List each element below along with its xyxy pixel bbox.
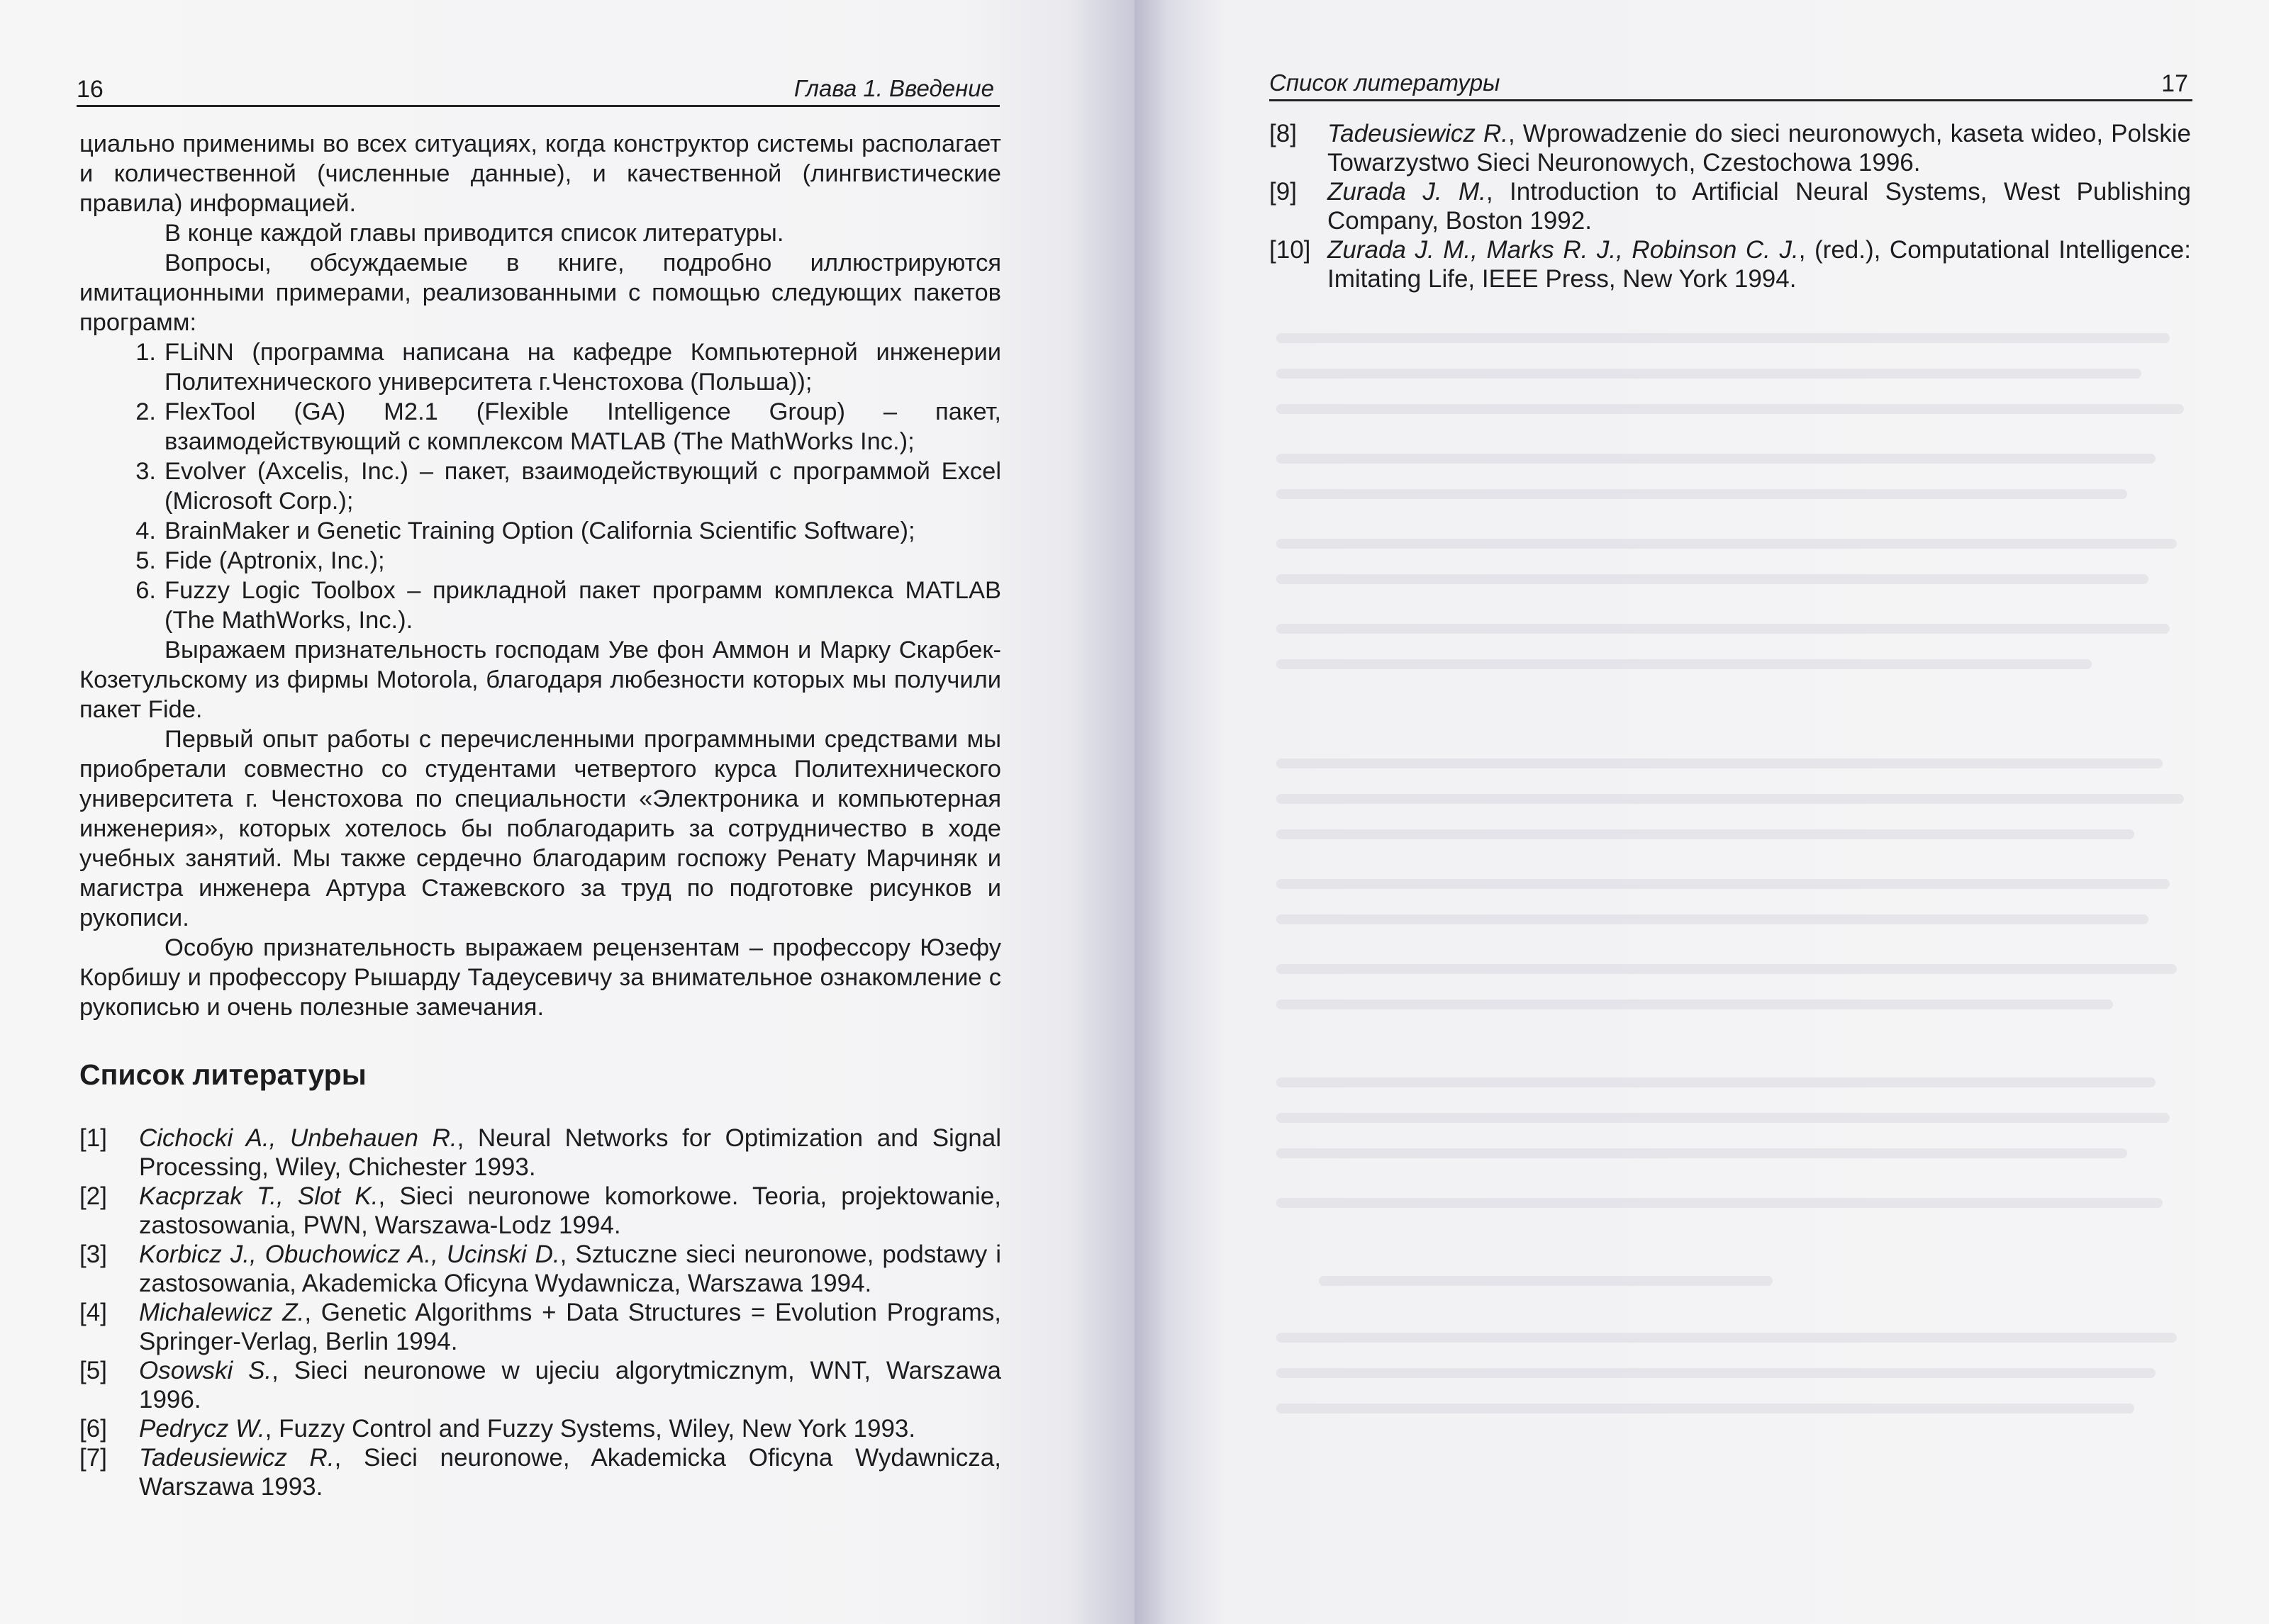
list-text: BrainMaker и Genetic Training Option (California Scientific Software); xyxy=(165,517,915,544)
paragraph: циально применимы во всех ситуациях, когда конструктор системы располагает и количественной (численные данные), и качественной (лингвистические правила) информацией. xyxy=(79,130,1001,217)
reference-details: , Sztuczne sieci neuronowe, podstawy i zastosowania, Akademicka Oficyna Wydawnicza, Warszawa 1994. xyxy=(139,1241,1001,1297)
page-number: 16 xyxy=(77,76,104,103)
reference-details: , (red.), Computational Intelligence: Imitating Life, IEEE Press, New York 1994. xyxy=(1327,236,2191,293)
intro-text xyxy=(79,129,1001,1022)
reference-item xyxy=(79,1298,1001,1356)
reference-number: [6] xyxy=(79,1415,107,1443)
list-text: FlexTool (GA) M2.1 (Flexible Intelligence Group) – пакет, взаимодействующий с комплексом MATLAB (The MathWorks Inc.); xyxy=(165,398,1001,455)
reference-number: [8] xyxy=(1269,120,1297,147)
list-number: 5. xyxy=(135,547,156,574)
reference-number: [10] xyxy=(1269,236,1311,264)
reference-details: , Introduction to Artificial Neural Systems, West Publishing Company, Boston 1992. xyxy=(1327,178,2191,235)
reference-authors: Michalewicz Z. xyxy=(139,1299,305,1326)
list-number: 1. xyxy=(135,339,156,366)
running-head: Список литературы xyxy=(1269,69,1500,96)
paragraph: Особую признательность выражаем рецензентам – профессору Юзефу Корбишу и профессору Рышарду Тадеусевичу за внимательное ознакомление с рукописью и очень полезные замечания. xyxy=(79,934,1001,1021)
reference-authors: Pedrycz W. xyxy=(139,1415,265,1443)
reference-number: [9] xyxy=(1269,178,1297,206)
list-number: 4. xyxy=(135,517,156,544)
reference-authors: Kacprzak T., Slot K. xyxy=(139,1182,379,1210)
reference-number: [5] xyxy=(79,1357,107,1384)
reference-authors: Cichocki A., Unbehauen R. xyxy=(139,1124,457,1152)
reference-number: [7] xyxy=(79,1444,107,1472)
program-list xyxy=(79,337,1001,635)
reference-list xyxy=(1269,119,2191,293)
reference-list xyxy=(79,1124,1001,1501)
reference-number: [4] xyxy=(79,1299,107,1326)
reference-item xyxy=(1269,177,2191,235)
paragraph: Вопросы, обсуждаемые в книге, подробно иллюстрируются имитационными примерами, реализованными с помощью следующих пакетов программ: xyxy=(79,250,1001,336)
reference-item xyxy=(1269,119,2191,177)
reference-item xyxy=(79,1182,1001,1240)
list-item xyxy=(79,576,1001,635)
reference-authors: Zurada J. M., Marks R. J., Robinson C. J. xyxy=(1327,236,1799,264)
reference-details: , Sieci neuronowe, Akademicka Oficyna Wydawnicza, Warszawa 1993. xyxy=(139,1444,1001,1501)
reference-authors: Korbicz J., Obuchowicz A., Ucinski D. xyxy=(139,1241,560,1268)
reference-details: , Fuzzy Control and Fuzzy Systems, Wiley, New York 1993. xyxy=(264,1415,916,1443)
reference-item xyxy=(79,1443,1001,1501)
reference-authors: Tadeusiewicz R. xyxy=(139,1444,335,1472)
list-item xyxy=(79,546,1001,576)
running-head: Глава 1. Введение xyxy=(793,75,994,101)
list-text: Evolver (Axcelis, Inc.) – пакет, взаимодействующий с программой Excel (Microsoft Corp.); xyxy=(165,458,1001,515)
paragraph: Первый опыт работы с перечисленными программными средствами мы приобретали совместно со студентами четвертого курса Политехнического университета г. Ченстохова по специальности «Электроника и компьютерная инженерия», которых хотелось бы поблагодарить за сотрудничество в ходе учебных занятий. Мы также сердечно благодарим госпожу Ренату Марчиняк и магистра инженера Артура Стажевского за труд по подготовке рисунков и рукописи. xyxy=(79,726,1001,931)
reference-details: , Sieci neuronowe w ujeciu algorytmicznym, WNT, Warszawa 1996. xyxy=(139,1357,1001,1413)
reference-number: [3] xyxy=(79,1241,107,1268)
reference-item xyxy=(79,1124,1001,1182)
list-text: Fuzzy Logic Toolbox – прикладной пакет программ комплекса MATLAB (The MathWorks, Inc.). xyxy=(165,577,1001,634)
list-item xyxy=(79,397,1001,457)
reference-number: [1] xyxy=(79,1124,107,1152)
list-number: 3. xyxy=(135,458,156,485)
reference-number: [2] xyxy=(79,1182,107,1210)
list-number: 2. xyxy=(135,398,156,425)
reference-item xyxy=(79,1414,1001,1443)
reference-authors: Osowski S. xyxy=(139,1357,272,1384)
reference-details: , Genetic Algorithms + Data Structures = Evolution Programs, Springer-Verlag, Berlin 1994. xyxy=(139,1299,1001,1355)
reference-authors: Zurada J. M. xyxy=(1327,178,1486,206)
paragraph: Выражаем признательность господам Уве фон Аммон и Марку Скарбек-Козетульскому из фирмы Motorola, благодаря любезности которых мы получили пакет Fide. xyxy=(79,637,1001,723)
list-text: Fide (Aptronix, Inc.); xyxy=(165,547,385,574)
right-page-header xyxy=(1269,50,2192,101)
list-number: 6. xyxy=(135,577,156,604)
paragraph: В конце каждой главы приводится список литературы. xyxy=(165,220,784,247)
page-number: 17 xyxy=(2161,70,2188,97)
reference-details: , Sieci neuronowe komorkowe. Teoria, projektowanie, zastosowania, PWN, Warszawa-Lodz 1994. xyxy=(139,1182,1001,1239)
list-item xyxy=(79,516,1001,546)
reference-authors: Tadeusiewicz R. xyxy=(1327,120,1508,147)
reference-details: , Wprowadzenie do sieci neuronowych, kaseta wideo, Polskie Towarzystwo Sieci Neuronowych, Czestochowa 1996. xyxy=(1327,120,2191,177)
reference-item xyxy=(1269,235,2191,293)
reference-item xyxy=(79,1356,1001,1414)
list-text: FLiNN (программа написана на кафедре Компьютерной инженерии Политехнического университета г.Ченстохова (Польша)); xyxy=(165,339,1001,396)
left-page-header xyxy=(77,55,1000,107)
section-title: Список литературы xyxy=(79,1058,367,1091)
reference-item xyxy=(79,1240,1001,1298)
list-item xyxy=(79,457,1001,516)
left-page xyxy=(0,0,1134,1624)
list-item xyxy=(79,337,1001,397)
right-page xyxy=(1134,0,2269,1624)
reference-details: , Neural Networks for Optimization and Signal Processing, Wiley, Chichester 1993. xyxy=(139,1124,1001,1181)
